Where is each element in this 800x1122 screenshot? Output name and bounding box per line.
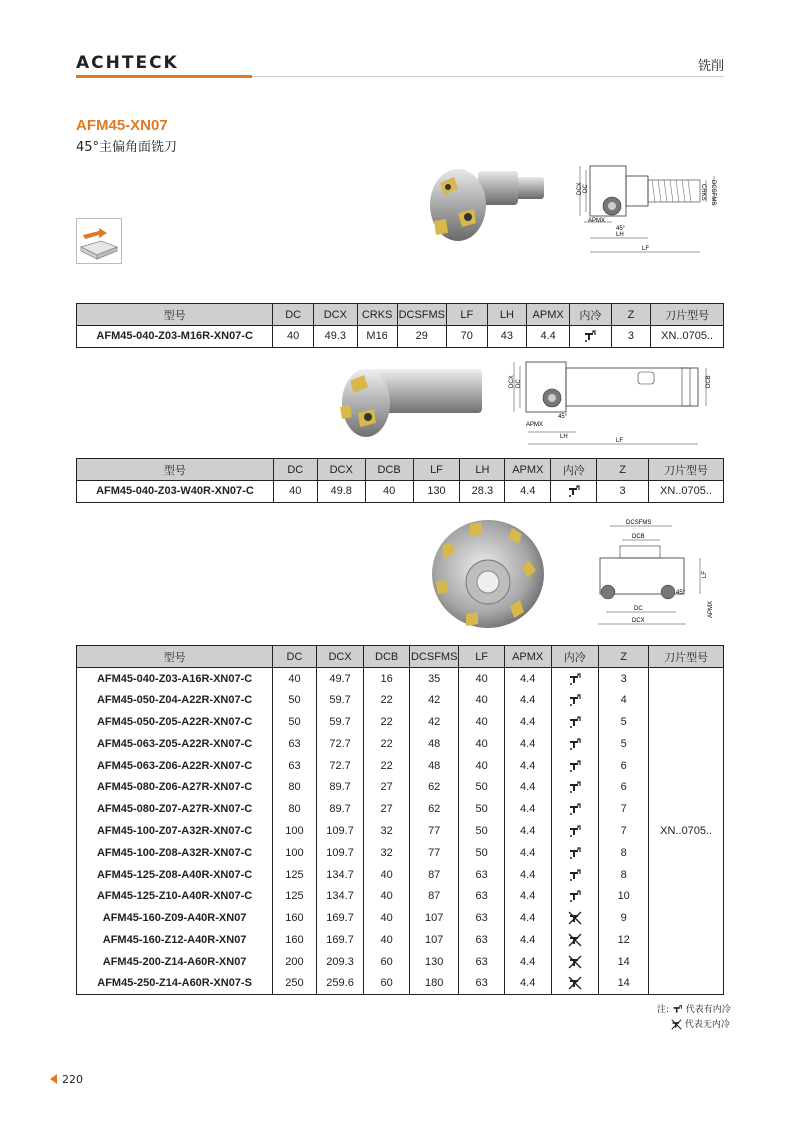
- col-header: DC: [273, 646, 317, 668]
- cell-insert: XN..0705..: [649, 481, 724, 503]
- cell: 22: [364, 755, 410, 777]
- dim-dcsfms-label: DCSFMS: [710, 180, 716, 206]
- cell: 7: [599, 820, 649, 842]
- cell: 4.4: [504, 929, 551, 951]
- col-header: 刀片型号: [649, 646, 724, 668]
- cell: 63: [459, 929, 504, 951]
- cutter-photo-1: [418, 155, 548, 250]
- coolant-yes-icon: [568, 802, 582, 816]
- legend-note: 注:: [657, 1005, 670, 1015]
- col-header: DC: [273, 304, 314, 326]
- col-header: 刀片型号: [649, 459, 724, 481]
- spec-table-2: [76, 458, 724, 503]
- table-row: [77, 973, 724, 995]
- col-header: DC: [273, 459, 317, 481]
- cell: 48: [409, 733, 458, 755]
- cell: 27: [364, 776, 410, 798]
- cell: 134.7: [316, 864, 364, 886]
- cell: 12: [599, 929, 649, 951]
- cell: 63: [273, 733, 317, 755]
- cell: 180: [409, 973, 458, 995]
- cell-model: AFM45-100-Z07-A32R-XN07-C: [77, 820, 273, 842]
- table-row: [77, 711, 724, 733]
- cell: 72.7: [316, 755, 364, 777]
- cell: 49.7: [316, 668, 364, 690]
- cell: 209.3: [316, 951, 364, 973]
- cell-coolant: [551, 907, 599, 929]
- cell: 35: [409, 668, 458, 690]
- cell-model: AFM45-050-Z05-A22R-XN07-C: [77, 711, 273, 733]
- coolant-yes-icon: [568, 672, 582, 686]
- table-row: [77, 864, 724, 886]
- col-header: LF: [413, 459, 460, 481]
- cell: 77: [409, 842, 458, 864]
- dim-lf-label: LF: [616, 438, 624, 444]
- cell: 4.4: [504, 776, 551, 798]
- col-header: DCX: [316, 646, 364, 668]
- cell-coolant: [551, 668, 599, 690]
- cutter-photo-2: [330, 357, 490, 447]
- col-header: CRKS: [357, 304, 397, 326]
- technical-drawing-2: [506, 358, 724, 450]
- cell: 259.6: [316, 973, 364, 995]
- coolant-no-icon: [671, 1019, 682, 1030]
- model-title: AFM45-XN07: [76, 117, 168, 134]
- table-row: [77, 326, 724, 348]
- cell: 72.7: [316, 733, 364, 755]
- spec-table-1: [76, 303, 724, 348]
- col-header: APMX: [505, 459, 551, 481]
- cell: 200: [273, 951, 317, 973]
- dim-dc-label: DC: [634, 606, 643, 612]
- coolant-yes-icon: [672, 1004, 683, 1015]
- spec-table-3: [76, 645, 724, 995]
- cell: 40: [459, 689, 504, 711]
- cell: 22: [364, 689, 410, 711]
- cell-coolant: [551, 689, 599, 711]
- cell: 59.7: [316, 711, 364, 733]
- section-title: 铣削: [697, 59, 724, 74]
- cell: 8: [599, 864, 649, 886]
- col-header: 型号: [77, 646, 273, 668]
- cell: 169.7: [316, 929, 364, 951]
- cell-model: AFM45-160-Z12-A40R-XN07: [77, 929, 273, 951]
- coolant-no-icon: [568, 955, 582, 969]
- cell: 63: [459, 973, 504, 995]
- cell: 87: [409, 864, 458, 886]
- dim-angle-label: 45°: [616, 226, 626, 232]
- table-row: [77, 798, 724, 820]
- col-header: APMX: [504, 646, 551, 668]
- dim-lh-label: LH: [560, 434, 568, 440]
- cell-model: AFM45-050-Z04-A22R-XN07-C: [77, 689, 273, 711]
- cell-coolant: [551, 842, 599, 864]
- cell-insert: XN..0705..: [649, 668, 724, 995]
- cell: 4.4: [504, 951, 551, 973]
- cell: 29: [397, 326, 446, 348]
- cell: 40: [364, 864, 410, 886]
- cell: 125: [273, 864, 317, 886]
- col-header: 刀片型号: [651, 304, 724, 326]
- cell: 87: [409, 885, 458, 907]
- cell: 4.4: [504, 711, 551, 733]
- col-header: 内冷: [551, 459, 597, 481]
- table-row: [77, 907, 724, 929]
- cell: 109.7: [316, 820, 364, 842]
- coolant-yes-icon: [568, 715, 582, 729]
- col-header: LH: [460, 459, 505, 481]
- coolant-yes-icon: [568, 737, 582, 751]
- cell: 22: [364, 711, 410, 733]
- col-header: DCX: [317, 459, 365, 481]
- cell: 5: [599, 711, 649, 733]
- cell: 50: [459, 842, 504, 864]
- cell: 160: [273, 907, 317, 929]
- cell: 48: [409, 755, 458, 777]
- cell-insert: XN..0705..: [651, 326, 724, 348]
- table-row: [77, 668, 724, 690]
- page-marker-icon: [50, 1074, 57, 1084]
- cell-coolant: [551, 951, 599, 973]
- cell-coolant: [570, 326, 612, 348]
- cell: 63: [459, 951, 504, 973]
- dim-angle-label: 45°: [676, 590, 686, 596]
- cell-model: AFM45-080-Z06-A27R-XN07-C: [77, 776, 273, 798]
- cell: 89.7: [316, 798, 364, 820]
- cell: 80: [273, 798, 317, 820]
- cell: 130: [413, 481, 460, 503]
- cell: 107: [409, 907, 458, 929]
- dim-apmx-label: APMX: [588, 218, 606, 224]
- cell-coolant: [551, 820, 599, 842]
- col-header: DCSFMS: [397, 304, 446, 326]
- cell-model: AFM45-125-Z08-A40R-XN07-C: [77, 864, 273, 886]
- brand-logo: ACHTECK: [76, 53, 179, 73]
- cell: 28.3: [460, 481, 505, 503]
- cell: 40: [273, 668, 317, 690]
- cell: 125: [273, 885, 317, 907]
- coolant-legend-2: [671, 1017, 730, 1030]
- cell: 50: [273, 711, 317, 733]
- cell-coolant: [551, 798, 599, 820]
- cell: 49.8: [317, 481, 365, 503]
- cell: 250: [273, 973, 317, 995]
- header-accent-bar: [76, 75, 252, 78]
- cell: 169.7: [316, 907, 364, 929]
- dim-dc-label: DC: [583, 184, 589, 193]
- cell: 42: [409, 711, 458, 733]
- cell-coolant: [551, 711, 599, 733]
- cell: 40: [459, 733, 504, 755]
- table-row: [77, 755, 724, 777]
- coolant-yes-icon: [568, 846, 582, 860]
- technical-drawing-1: [572, 160, 724, 260]
- cell: 4: [599, 689, 649, 711]
- cell: 4.4: [504, 798, 551, 820]
- cell: 40: [364, 907, 410, 929]
- cell: 4.4: [527, 326, 570, 348]
- cell: 4.4: [504, 864, 551, 886]
- col-header: LF: [447, 304, 488, 326]
- cell: 10: [599, 885, 649, 907]
- cell: 63: [273, 755, 317, 777]
- technical-drawing-3: [580, 518, 724, 632]
- cell-coolant: [551, 864, 599, 886]
- table-row: [77, 842, 724, 864]
- cell: 80: [273, 776, 317, 798]
- col-header: 内冷: [570, 304, 612, 326]
- cell: 63: [459, 885, 504, 907]
- cell-model: AFM45-080-Z07-A27R-XN07-C: [77, 798, 273, 820]
- table-row: [77, 929, 724, 951]
- col-header: DCB: [365, 459, 413, 481]
- cell: 4.4: [504, 842, 551, 864]
- dim-dc-label: DC: [516, 379, 522, 388]
- cell-coolant: [551, 885, 599, 907]
- coolant-legend: [657, 1002, 731, 1015]
- table-header-row: [77, 459, 724, 481]
- table-header-row: [77, 646, 724, 668]
- cell: 3: [597, 481, 649, 503]
- col-header: Z: [611, 304, 650, 326]
- cell: 50: [459, 820, 504, 842]
- cell: 3: [611, 326, 650, 348]
- cell: 134.7: [316, 885, 364, 907]
- cell: 50: [459, 776, 504, 798]
- cell: 8: [599, 842, 649, 864]
- cell: 6: [599, 755, 649, 777]
- cell-model: AFM45-160-Z09-A40R-XN07: [77, 907, 273, 929]
- cell: 50: [459, 798, 504, 820]
- page-number: 220: [62, 1073, 83, 1086]
- col-header: APMX: [527, 304, 570, 326]
- cell: 32: [364, 842, 410, 864]
- dim-lf-label: LF: [642, 246, 650, 252]
- cell: 62: [409, 798, 458, 820]
- coolant-no-icon: [568, 911, 582, 925]
- dim-dcb-label: DCB: [632, 534, 645, 540]
- cell: 59.7: [316, 689, 364, 711]
- cell: 4.4: [505, 481, 551, 503]
- coolant-yes-icon: [568, 824, 582, 838]
- coolant-yes-icon: [583, 329, 597, 343]
- cell-coolant: [551, 776, 599, 798]
- cell: 63: [459, 864, 504, 886]
- col-header: 内冷: [551, 646, 599, 668]
- coolant-yes-icon: [568, 868, 582, 882]
- dim-dcx-label: DCX: [577, 182, 583, 195]
- coolant-yes-icon: [568, 780, 582, 794]
- cell: 4.4: [504, 689, 551, 711]
- table-row: [77, 820, 724, 842]
- cell: 107: [409, 929, 458, 951]
- cell-coolant: [551, 929, 599, 951]
- model-subtitle: 45°主偏角面铣刀: [76, 140, 178, 155]
- cell: 40: [365, 481, 413, 503]
- col-header: 型号: [77, 459, 274, 481]
- cell: 3: [599, 668, 649, 690]
- cell-model: AFM45-200-Z14-A60R-XN07: [77, 951, 273, 973]
- table-header-row: [77, 304, 724, 326]
- cell-model: AFM45-063-Z05-A22R-XN07-C: [77, 733, 273, 755]
- cell: 100: [273, 842, 317, 864]
- cell: 4.4: [504, 885, 551, 907]
- cell: 40: [273, 326, 314, 348]
- col-header: DCX: [313, 304, 357, 326]
- col-header: LH: [487, 304, 527, 326]
- cell: 43: [487, 326, 527, 348]
- cell: 49.3: [313, 326, 357, 348]
- col-header: DCB: [364, 646, 410, 668]
- col-header: Z: [597, 459, 649, 481]
- cell: 9: [599, 907, 649, 929]
- coolant-no-icon: [568, 976, 582, 990]
- cell: 4.4: [504, 668, 551, 690]
- cell-model: AFM45-063-Z06-A22R-XN07-C: [77, 755, 273, 777]
- cell: 50: [273, 689, 317, 711]
- cell: 109.7: [316, 842, 364, 864]
- cell-model: AFM45-100-Z08-A32R-XN07-C: [77, 842, 273, 864]
- dim-dcsfms-label: DCSFMS: [626, 520, 652, 526]
- dim-dcx-label: DCX: [509, 375, 515, 388]
- col-header: DCSFMS: [409, 646, 458, 668]
- table-row: [77, 885, 724, 907]
- table-row: [77, 776, 724, 798]
- table-row: [77, 689, 724, 711]
- table-row: [77, 951, 724, 973]
- cell: 77: [409, 820, 458, 842]
- cell: 27: [364, 798, 410, 820]
- cell: 70: [447, 326, 488, 348]
- cell: M16: [357, 326, 397, 348]
- table-row: [77, 733, 724, 755]
- cell-model: AFM45-125-Z10-A40R-XN07-C: [77, 885, 273, 907]
- coolant-yes-icon: [567, 484, 581, 498]
- cell: 42: [409, 689, 458, 711]
- cell: 14: [599, 973, 649, 995]
- cell: 6: [599, 776, 649, 798]
- dim-crks-label: CRKS: [700, 184, 706, 201]
- dim-apmx-label: APMX: [526, 422, 544, 428]
- coolant-no-icon: [568, 933, 582, 947]
- legend-without-coolant: 代表无内冷: [684, 1020, 730, 1030]
- cell: 63: [459, 907, 504, 929]
- coolant-yes-icon: [568, 693, 582, 707]
- dim-lf-label: LF: [702, 570, 708, 578]
- cell: 16: [364, 668, 410, 690]
- coolant-yes-icon: [568, 889, 582, 903]
- cell: 40: [273, 481, 317, 503]
- cell: 160: [273, 929, 317, 951]
- cell: 89.7: [316, 776, 364, 798]
- cell-coolant: [551, 733, 599, 755]
- dim-dcb-label: DCB: [706, 375, 712, 388]
- legend-with-coolant: 代表有内冷: [685, 1005, 731, 1015]
- dim-angle-label: 45°: [558, 414, 568, 420]
- col-header: LF: [459, 646, 504, 668]
- cell: 40: [364, 885, 410, 907]
- cell: 40: [459, 755, 504, 777]
- cell-coolant: [551, 973, 599, 995]
- cell: 4.4: [504, 820, 551, 842]
- cell-model: AFM45-250-Z14-A60R-XN07-S: [77, 973, 273, 995]
- cell-model: AFM45-040-Z03-A16R-XN07-C: [77, 668, 273, 690]
- cell: 40: [459, 711, 504, 733]
- cell: 4.4: [504, 733, 551, 755]
- cell: 32: [364, 820, 410, 842]
- cell: 62: [409, 776, 458, 798]
- cell: 130: [409, 951, 458, 973]
- dim-apmx-label: APMX: [708, 600, 714, 618]
- cell-coolant: [551, 755, 599, 777]
- coolant-yes-icon: [568, 759, 582, 773]
- dim-dcx-label: DCX: [632, 618, 645, 624]
- col-header: Z: [599, 646, 649, 668]
- cell: 4.4: [504, 755, 551, 777]
- cell: 40: [459, 668, 504, 690]
- cell: 60: [364, 951, 410, 973]
- cell: 22: [364, 733, 410, 755]
- cell: 14: [599, 951, 649, 973]
- cell: 5: [599, 733, 649, 755]
- cutter-photo-3: [422, 516, 548, 632]
- cell-model: AFM45-040-Z03-M16R-XN07-C: [77, 326, 273, 348]
- cell: 4.4: [504, 973, 551, 995]
- face-milling-operation-icon: [76, 218, 122, 264]
- col-header: 型号: [77, 304, 273, 326]
- cell-model: AFM45-040-Z03-W40R-XN07-C: [77, 481, 274, 503]
- cell: 4.4: [504, 907, 551, 929]
- table-row: [77, 481, 724, 503]
- dim-lh-label: LH: [616, 232, 624, 238]
- cell: 40: [364, 929, 410, 951]
- cell-coolant: [551, 481, 597, 503]
- cell: 100: [273, 820, 317, 842]
- cell: 7: [599, 798, 649, 820]
- cell: 60: [364, 973, 410, 995]
